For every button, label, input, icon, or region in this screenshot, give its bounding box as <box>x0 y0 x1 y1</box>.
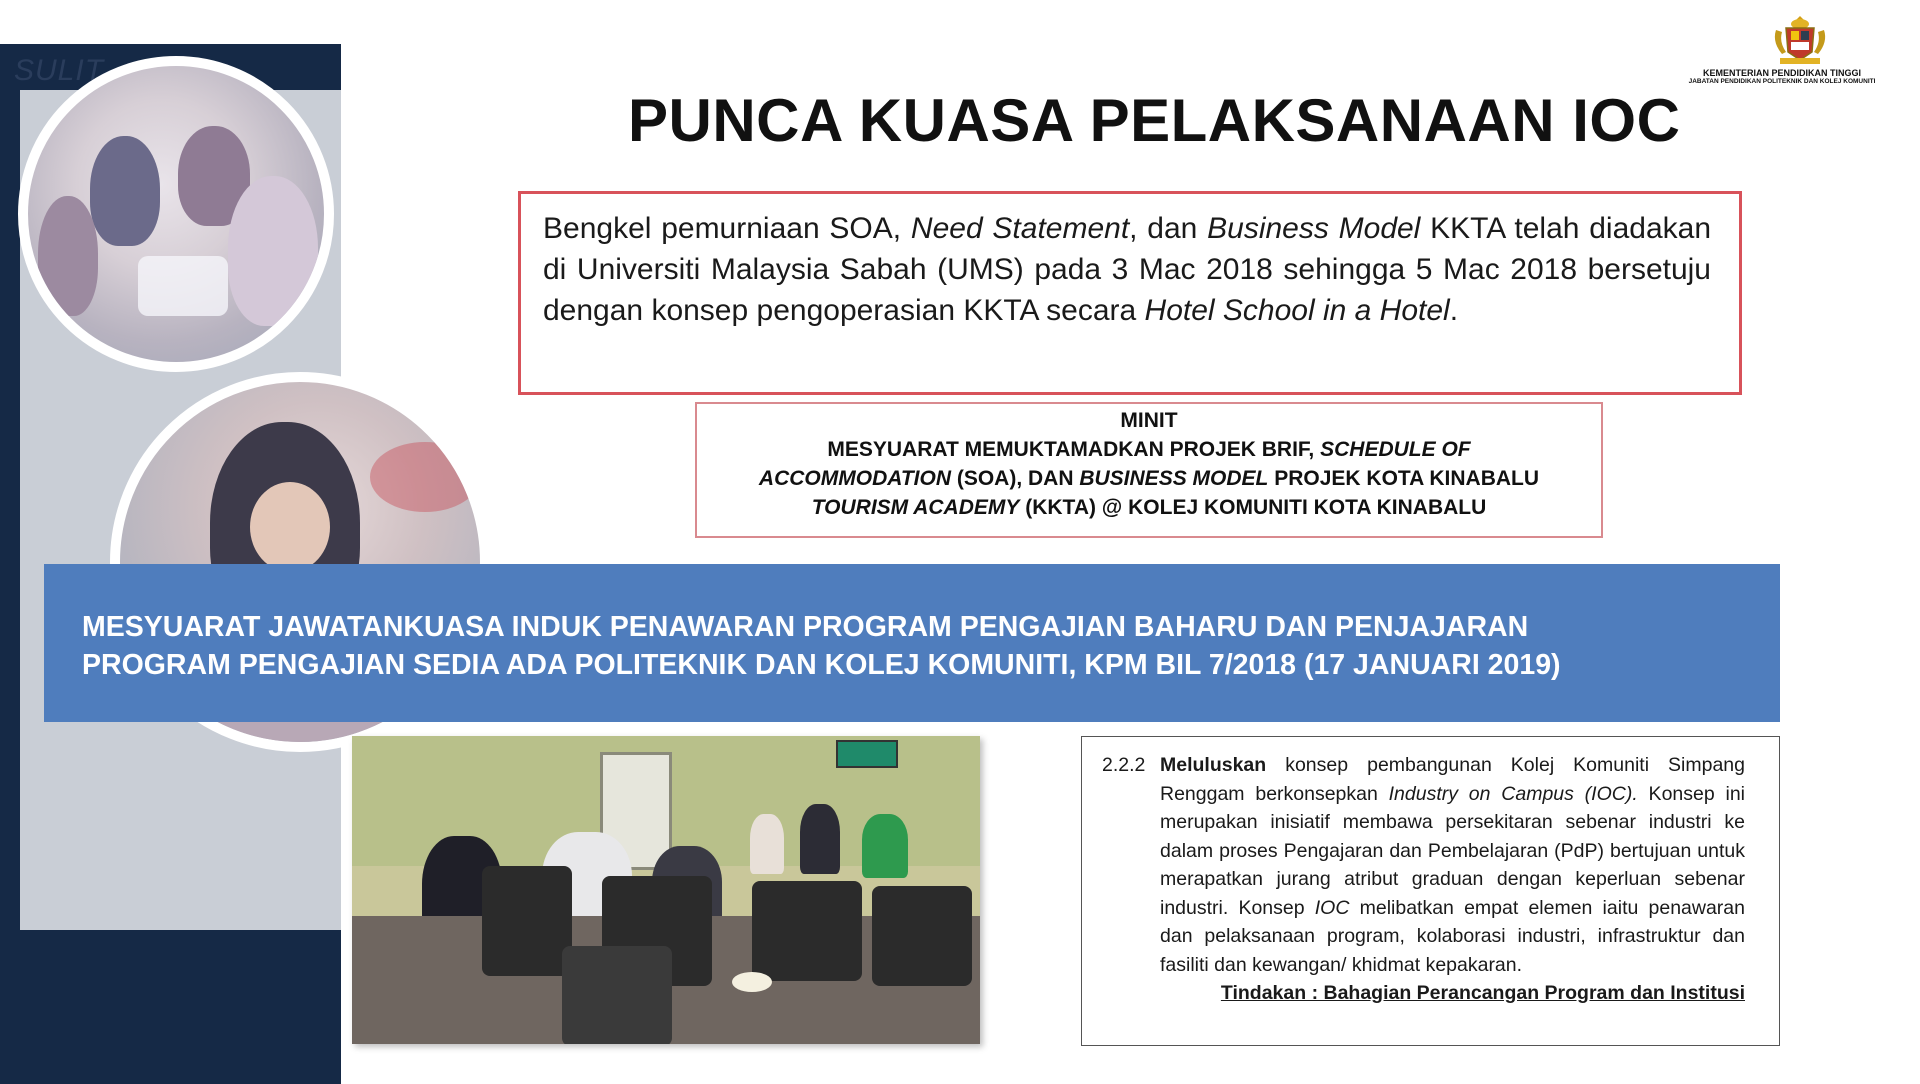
banner-line-1: MESYUARAT JAWATANKUASA INDUK PENAWARAN PROGRAM PENGAJIAN BAHARU DAN PENJAJARAN <box>82 611 1529 643</box>
meeting-photo <box>352 736 980 1044</box>
minutes-heading: MINIT <box>1120 409 1178 432</box>
decision-t3: Konsep ini merupakan inisiatif membawa persekitaran sebenar industri ke dalam proses Pengajaran dan Pembelajaran (PdP) bertujuan untuk merapatkan jurang atribut graduan dengan keperluan sebenar industri. Konsep <box>1160 782 1745 919</box>
decision-text <box>1160 751 1745 979</box>
slide-title: PUNCA KUASA PELAKSANAAN IOC <box>628 87 1681 154</box>
meeting-banner <box>44 564 1780 722</box>
event-photo-circle-1 <box>18 56 334 372</box>
decision-excerpt-box <box>1081 736 1780 1046</box>
minutes-line-2 <box>697 464 1601 493</box>
decision-bold: Meluluskan <box>1160 754 1267 776</box>
minutes-line-3 <box>697 493 1601 522</box>
workshop-text-need-statement: Need Statement <box>910 212 1130 245</box>
classification-label: SULIT <box>14 54 105 87</box>
minutes-box <box>695 402 1603 538</box>
workshop-text-5: KKTA telah diadakan di Universiti Malaysia Sabah (UMS) pada 3 Mac 2018 sehingga 5 Mac 2018 bersetuju dengan konsep pengoperasian KKTA secara <box>543 212 1712 327</box>
workshop-text-7: . <box>1449 294 1459 327</box>
workshop-text-hotel-school: Hotel School in a Hotel <box>1144 294 1450 327</box>
workshop-summary-box <box>518 191 1742 395</box>
minutes-l1a: MESYUARAT MEMUKTAMADKAN PROJEK BRIF, <box>827 438 1321 461</box>
decision-number: 2.2.2 <box>1102 754 1146 776</box>
workshop-text-3: , dan <box>1129 212 1208 245</box>
ministry-name-line2: JABATAN PENDIDIKAN POLITEKNIK DAN KOLEJ KOMUNITI <box>1688 78 1876 85</box>
minutes-l1b: SCHEDULE OF <box>1320 438 1471 461</box>
decision-t5: melibatkan empat elemen iaitu penawaran dan pelaksanaan program, kolaborasi industri, infrastruktur dan fasiliti dan kewangan/ khidmat kepakaran. <box>1160 896 1745 976</box>
minutes-l3b: (KKTA) @ KOLEJ KOMUNITI KOTA KINABALU <box>1019 496 1487 519</box>
decision-t1: konsep pembangunan Kolej Komuniti Simpang Renggam berkonsepkan <box>1160 754 1745 805</box>
decision-paragraph <box>1102 751 1745 979</box>
decision-t2: Industry on Campus (IOC). <box>1388 782 1638 805</box>
coat-of-arms-icon <box>1766 12 1834 66</box>
minutes-l2a: ACCOMMODATION <box>758 467 952 490</box>
minutes-l2c: BUSINESS MODEL <box>1079 467 1269 490</box>
ministry-name <box>1652 68 1912 85</box>
minutes-l2b: (SOA), DAN <box>951 467 1080 490</box>
workshop-text-business-model: Business Model <box>1207 212 1421 245</box>
minutes-line-1 <box>697 435 1601 464</box>
banner-line-2: PROGRAM PENGAJIAN SEDIA ADA POLITEKNIK DAN KOLEJ KOMUNITI, KPM BIL 7/2018 (17 JANUARI 2019) <box>82 649 1561 681</box>
decision-action: Tindakan : Bahagian Perancangan Program dan Institusi <box>1220 982 1745 1004</box>
minutes-l2d: PROJEK KOTA KINABALU <box>1268 467 1540 490</box>
decision-t4: IOC <box>1314 896 1350 919</box>
minutes-l3a: TOURISM ACADEMY <box>811 496 1020 519</box>
ministry-name-line1: KEMENTERIAN PENDIDIKAN TINGGI <box>1702 68 1861 78</box>
workshop-text-1: Bengkel pemurniaan SOA, <box>543 212 911 245</box>
